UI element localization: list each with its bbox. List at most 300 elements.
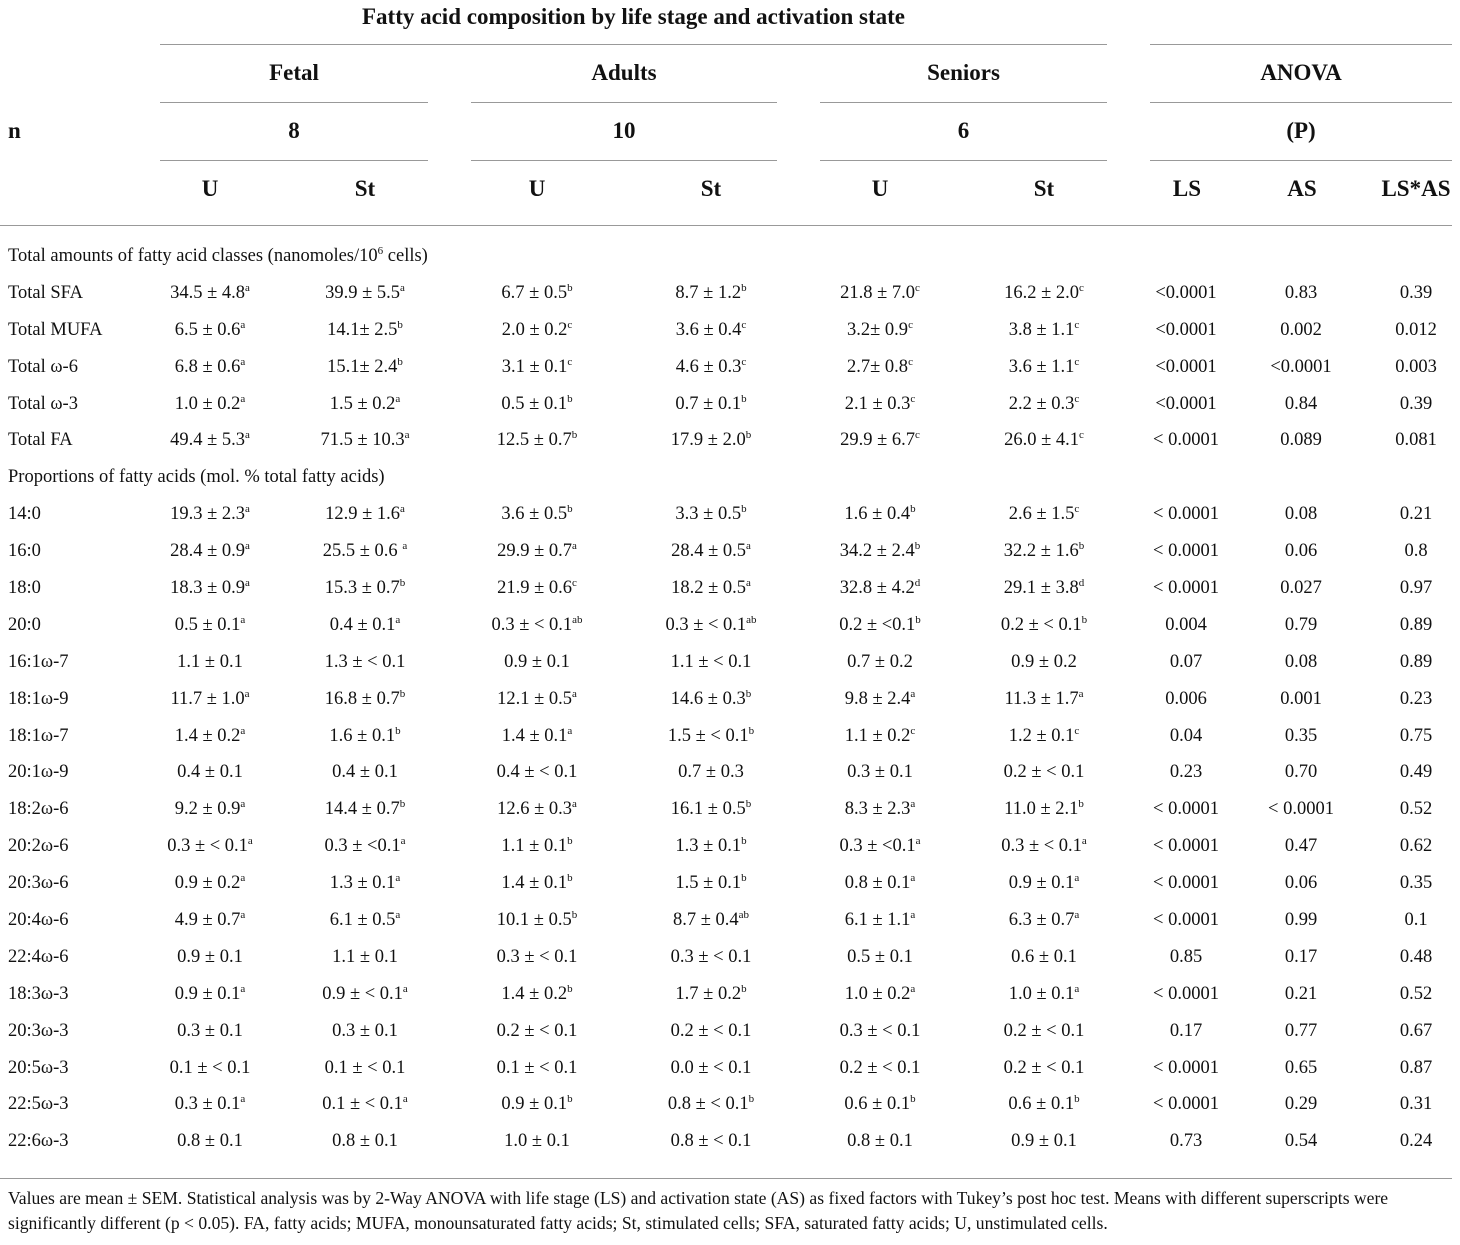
significance-superscript: a [1074, 908, 1080, 921]
value-cell [270, 791, 460, 828]
cell-value: 4.6 ± 0.3 [675, 356, 742, 377]
significance-superscript: b [567, 392, 573, 405]
value-cell [808, 533, 952, 570]
value-cell [614, 644, 808, 681]
row-label: 18:2ω-6 [8, 799, 69, 820]
cell-value: 0.1 ± < 0.1 [324, 1057, 406, 1078]
significance-superscript: b [567, 872, 573, 885]
cell-value: 0.3 ± 0.1 [332, 1020, 398, 1041]
table-footnote: Values are mean ± SEM. Statistical analysis was by 2-Way ANOVA with life stage (LS) and activation state (AS) as fixed factors with Tukey’s post hoc test. Means with different superscripts were significantly different (p < 0.05). FA, fatty acids; MUFA, monounsaturated fatty acids; St, stimulated cells; SFA, saturated fatty acids; U, unstimulated cells. [8, 1188, 1389, 1233]
value-cell [270, 275, 460, 312]
table-title: Fatty acid composition by life stage and activation state [361, 4, 905, 29]
p-value-cell: 0.35 [1284, 725, 1318, 746]
significance-superscript: d [914, 576, 921, 589]
p-value-cell: 0.002 [1280, 319, 1322, 340]
p-value-cell: 0.52 [1399, 983, 1433, 1004]
significance-superscript: b [1078, 798, 1084, 811]
value-cell [614, 312, 808, 349]
significance-superscript: a [910, 982, 916, 995]
significance-superscript: a [245, 429, 250, 442]
p-value-cell: 0.17 [1169, 1020, 1203, 1041]
table-row [0, 1013, 1460, 1050]
cell-value: 25.5 ± 0.6 [322, 541, 403, 562]
cell-value: 32.8 ± 4.2 [839, 577, 915, 598]
p-value-cell: 0.62 [1399, 836, 1433, 857]
value-cell [270, 718, 460, 755]
significance-superscript: a [395, 872, 401, 885]
significance-superscript: b [741, 872, 747, 885]
cell-value: 1.5 ± 0.1 [675, 873, 742, 894]
table-row [0, 422, 1460, 459]
p-value-cell: 0.39 [1399, 282, 1433, 303]
title-rule-anova [1150, 44, 1452, 45]
cell-value: 1.4 ± 0.2 [501, 983, 568, 1004]
table-row [0, 865, 1460, 902]
value-cell [270, 312, 460, 349]
p-value-cell: 0.23 [1169, 762, 1203, 783]
significance-superscript: a [240, 1093, 246, 1106]
p-value-cell: 0.83 [1284, 282, 1318, 303]
cell-value: 0.2 ± < 0.1 [1003, 1020, 1085, 1041]
value-cell [808, 1086, 952, 1123]
table-row [0, 939, 1460, 976]
significance-superscript: c [572, 576, 577, 589]
significance-superscript: a [247, 835, 253, 848]
cell-value: 1.5 ± < 0.1 [667, 725, 749, 746]
cell-value: 3.1 ± 0.1 [501, 356, 568, 377]
p-value-cell: 0.77 [1284, 1020, 1318, 1041]
p-value-cell: 0.08 [1284, 651, 1318, 672]
row-label: 20:0 [8, 614, 41, 635]
value-cell [952, 754, 1136, 791]
value-cell [952, 349, 1136, 386]
value-cell [808, 386, 952, 423]
row-label: 20:5ω-3 [8, 1057, 69, 1078]
value-cell [952, 1050, 1136, 1087]
table-row [0, 607, 1460, 644]
significance-superscript: b [914, 540, 921, 553]
value-cell [270, 1050, 460, 1087]
p-value-cell: 0.04 [1169, 725, 1203, 746]
value-cell [952, 644, 1136, 681]
row-label: 18:1ω-7 [8, 725, 69, 746]
significance-superscript: a [915, 835, 921, 848]
value-cell [808, 1013, 952, 1050]
significance-superscript: a [240, 872, 246, 885]
value-cell [808, 275, 952, 312]
p-value-cell: <0.0001 [1155, 319, 1217, 340]
significance-superscript: a [245, 281, 250, 294]
value-cell [952, 496, 1136, 533]
value-cell [460, 1123, 614, 1160]
table-row [0, 349, 1460, 386]
significance-superscript: c [915, 429, 920, 442]
table-row [0, 1086, 1460, 1123]
significance-superscript: a [402, 982, 408, 995]
table-row [0, 496, 1460, 533]
significance-superscript: a [240, 613, 246, 626]
significance-superscript: a [1081, 835, 1087, 848]
p-value-cell: < 0.0001 [1153, 541, 1219, 562]
p-value-cell: 0.1 [1404, 909, 1428, 930]
section-superscript: 6 [377, 244, 384, 257]
n-seniors: 6 [957, 118, 970, 143]
value-cell [460, 644, 614, 681]
cell-value: 6.7 ± 0.5 [501, 282, 568, 303]
cell-value: 32.2 ± 1.6 [1003, 541, 1079, 562]
cell-value: 1.2 ± 0.1 [1008, 725, 1075, 746]
value-cell [808, 1123, 952, 1160]
p-value-cell: 0.70 [1284, 762, 1318, 783]
value-cell [460, 1050, 614, 1087]
value-cell [270, 828, 460, 865]
cell-value: 0.8 ± 0.1 [177, 1131, 243, 1152]
value-cell [460, 1013, 614, 1050]
significance-superscript: a [240, 724, 246, 737]
value-cell [460, 902, 614, 939]
value-cell [952, 1013, 1136, 1050]
value-cell [808, 349, 952, 386]
cell-value: 1.7 ± 0.2 [675, 983, 742, 1004]
value-cell [614, 1123, 808, 1160]
p-value-cell: 0.97 [1399, 577, 1433, 598]
cell-value: 16.1 ± 0.5 [670, 799, 746, 820]
value-cell [808, 976, 952, 1013]
cell-value: 12.9 ± 1.6 [325, 504, 400, 525]
cell-value: 0.3 ± < 0.1 [839, 1020, 921, 1041]
significance-superscript: a [400, 281, 405, 294]
table-row [0, 275, 1460, 312]
n-adults: 10 [612, 118, 636, 143]
rule-n-anova [1150, 160, 1452, 161]
p-value-cell: < 0.0001 [1153, 836, 1219, 857]
cell-value: 0.2 ± < 0.1 [1003, 1057, 1085, 1078]
row-label: Total FA [8, 430, 73, 451]
significance-superscript: a [240, 392, 246, 405]
value-cell [460, 312, 614, 349]
value-cell [150, 718, 270, 755]
significance-superscript: a [395, 392, 401, 405]
table-row [0, 312, 1460, 349]
p-value-cell: < 0.0001 [1153, 504, 1219, 525]
cell-value: 14.4 ± 0.7 [324, 799, 400, 820]
table-row [0, 754, 1460, 791]
cell-value: 0.3 ± < 0.1 [491, 614, 573, 635]
cell-value: 0.3 ± <0.1 [324, 836, 401, 857]
p-value-cell: 0.48 [1399, 946, 1433, 967]
cell-value: 6.3 ± 0.7 [1008, 909, 1075, 930]
value-cell [460, 570, 614, 607]
significance-superscript: a [240, 798, 246, 811]
cell-value: 1.4 ± 0.1 [501, 725, 568, 746]
p-value-cell: < 0.0001 [1153, 1057, 1219, 1078]
p-value-cell: < 0.0001 [1153, 430, 1219, 451]
cell-value: 1.3 ± 0.1 [675, 836, 742, 857]
cell-value: 19.3 ± 2.3 [170, 504, 245, 525]
value-cell [952, 828, 1136, 865]
significance-superscript: a [572, 540, 577, 553]
significance-superscript: b [915, 613, 921, 626]
value-cell [270, 386, 460, 423]
significance-superscript: c [908, 318, 913, 331]
subheader-fetal-u: U [201, 176, 219, 201]
significance-superscript: b [745, 798, 752, 811]
rule-n-seniors [820, 160, 1107, 161]
significance-superscript: c [1079, 281, 1084, 294]
table-row [0, 1050, 1460, 1087]
value-cell [270, 865, 460, 902]
significance-superscript: a [746, 576, 751, 589]
p-value-cell: 0.07 [1169, 651, 1203, 672]
p-value-cell: 0.87 [1399, 1057, 1433, 1078]
cell-value: 0.8 ± 0.1 [844, 873, 911, 894]
cell-value: 16.2 ± 2.0 [1004, 282, 1079, 303]
table-row [0, 976, 1460, 1013]
cell-value: 9.2 ± 0.9 [174, 799, 241, 820]
cell-value: 0.4 ± 0.1 [332, 762, 398, 783]
significance-superscript: b [741, 281, 747, 294]
value-cell [952, 386, 1136, 423]
cell-value: 2.1 ± 0.3 [844, 393, 911, 414]
value-cell [460, 681, 614, 718]
significance-superscript: c [567, 318, 573, 331]
significance-superscript: c [1074, 392, 1080, 405]
row-label: 20:3ω-3 [8, 1020, 69, 1041]
value-cell [952, 865, 1136, 902]
significance-superscript: b [567, 503, 573, 516]
cell-value: 0.6 ± 0.1 [1011, 946, 1077, 967]
cell-value: 29.1 ± 3.8 [1003, 577, 1079, 598]
significance-superscript: b [745, 687, 752, 700]
rule-n-fetal [160, 160, 428, 161]
significance-superscript: a [395, 908, 401, 921]
value-cell [460, 1086, 614, 1123]
value-cell [460, 349, 614, 386]
cell-value: 0.2 ± < 0.1 [839, 1057, 921, 1078]
cell-value: 1.1 ± 0.2 [844, 725, 911, 746]
value-cell [952, 681, 1136, 718]
significance-superscript: a [245, 540, 250, 553]
row-label: 22:5ω-3 [8, 1094, 69, 1115]
p-value-cell: 0.001 [1280, 688, 1322, 709]
cell-value: 0.7 ± 0.3 [678, 762, 744, 783]
cell-value: 0.9 ± 0.1 [174, 983, 241, 1004]
value-cell [952, 902, 1136, 939]
group-header-seniors: Seniors [927, 60, 1000, 85]
value-cell [150, 349, 270, 386]
value-cell [614, 828, 808, 865]
p-value-cell: 0.31 [1399, 1094, 1433, 1115]
subheader-seniors-st: St [1033, 176, 1055, 201]
value-cell [270, 607, 460, 644]
significance-superscript: a [244, 687, 250, 700]
cell-value: 17.9 ± 2.0 [670, 430, 746, 451]
value-cell [460, 976, 614, 1013]
significance-superscript: c [1074, 503, 1080, 516]
cell-value: 0.3 ± 0.1 [847, 762, 913, 783]
significance-superscript: c [1079, 429, 1084, 442]
significance-superscript: b [567, 835, 573, 848]
rule-fetal [160, 102, 428, 103]
value-cell [614, 607, 808, 644]
significance-superscript: a [245, 503, 250, 516]
significance-superscript: c [567, 355, 573, 368]
cell-value: 0.8 ± 0.1 [847, 1131, 913, 1152]
cell-value: 0.3 ± 0.1 [177, 1020, 243, 1041]
table-row [0, 902, 1460, 939]
cell-value: 12.5 ± 0.7 [496, 430, 572, 451]
value-cell [952, 607, 1136, 644]
significance-superscript: b [745, 429, 752, 442]
cell-value: 0.8 ± < 0.1 [667, 1094, 749, 1115]
cell-value: 0.6 ± 0.1 [844, 1094, 911, 1115]
group-header-fetal: Fetal [269, 60, 319, 85]
row-label: 22:4ω-6 [8, 946, 69, 967]
p-value-cell: 0.85 [1169, 946, 1203, 967]
cell-value: 4.9 ± 0.7 [174, 909, 241, 930]
p-value-cell: 0.75 [1399, 725, 1433, 746]
significance-superscript: b [748, 724, 755, 737]
cell-value: 11.3 ± 1.7 [1004, 688, 1079, 709]
row-label: 20:2ω-6 [8, 836, 69, 857]
significance-superscript: b [399, 576, 406, 589]
p-value-cell: 0.39 [1399, 393, 1433, 414]
value-cell [614, 718, 808, 755]
significance-superscript: b [1081, 613, 1088, 626]
cell-value: 3.8 ± 1.1 [1008, 319, 1075, 340]
p-value-cell: 0.089 [1280, 430, 1322, 451]
subheader-ls: LS [1172, 176, 1202, 201]
cell-value: 6.1 ± 0.5 [329, 909, 396, 930]
cell-value: 0.4 ± 0.1 [329, 614, 396, 635]
cell-value: 1.0 ± 0.1 [1008, 983, 1075, 1004]
value-cell [150, 312, 270, 349]
significance-superscript: b [567, 281, 573, 294]
significance-superscript: a [395, 613, 401, 626]
row-label: 20:1ω-9 [8, 762, 69, 783]
value-cell [150, 607, 270, 644]
cell-value: 9.8 ± 2.4 [844, 688, 911, 709]
cell-value: 2.7± 0.8 [847, 356, 909, 377]
group-header-anova: ANOVA [1260, 60, 1342, 85]
cell-value: 0.9 ± 0.1 [501, 1094, 568, 1115]
value-cell [150, 902, 270, 939]
p-value-cell: 0.73 [1169, 1131, 1203, 1152]
cell-value: 1.4 ± 0.2 [174, 725, 241, 746]
p-value-cell: 0.67 [1399, 1020, 1433, 1041]
cell-value: 1.1 ± 0.1 [501, 836, 568, 857]
value-cell [460, 422, 614, 459]
significance-superscript: d [1078, 576, 1085, 589]
value-cell [150, 422, 270, 459]
row-label: Total ω-6 [8, 356, 78, 377]
value-cell [150, 386, 270, 423]
value-cell [614, 533, 808, 570]
value-cell [614, 902, 808, 939]
value-cell [150, 1086, 270, 1123]
cell-value: 0.9 ± 0.2 [1011, 651, 1077, 672]
value-cell [614, 754, 808, 791]
value-cell [460, 828, 614, 865]
cell-value: 0.9 ± 0.1 [1008, 873, 1075, 894]
cell-value: 2.0 ± 0.2 [501, 319, 568, 340]
cell-value: 1.1 ± 0.1 [177, 651, 243, 672]
value-cell [808, 718, 952, 755]
cell-value: 29.9 ± 0.7 [497, 541, 572, 562]
cell-value: 14.6 ± 0.3 [670, 688, 746, 709]
section-suffix: cells) [383, 245, 428, 266]
cell-value: 0.0 ± < 0.1 [670, 1057, 752, 1078]
value-cell [460, 533, 614, 570]
table-row [0, 533, 1460, 570]
cell-value: 71.5 ± 10.3 [320, 430, 405, 451]
section-header-proportions [0, 459, 1460, 496]
row-label: Total MUFA [8, 319, 103, 340]
cell-value: 15.3 ± 0.7 [324, 577, 400, 598]
value-cell [808, 607, 952, 644]
row-label: 16:1ω-7 [8, 651, 69, 672]
significance-superscript: c [1074, 355, 1080, 368]
value-cell [270, 902, 460, 939]
cell-value: 11.0 ± 2.1 [1004, 799, 1079, 820]
significance-superscript: c [915, 281, 920, 294]
cell-value: 0.9 ± < 0.1 [322, 983, 403, 1004]
value-cell [808, 828, 952, 865]
significance-superscript: c [908, 355, 913, 368]
significance-superscript: b [567, 982, 573, 995]
cell-value: 34.5 ± 4.8 [170, 282, 245, 303]
value-cell [808, 496, 952, 533]
value-cell [460, 718, 614, 755]
rule-anova [1150, 102, 1452, 103]
value-cell [150, 828, 270, 865]
cell-value: 1.0 ± 0.1 [504, 1131, 570, 1152]
row-label: 20:4ω-6 [8, 909, 69, 930]
rule-adults [471, 102, 777, 103]
value-cell [270, 1123, 460, 1160]
cell-value: 6.8 ± 0.6 [174, 356, 241, 377]
section-header-proportions-label [0, 459, 1460, 496]
value-cell [270, 681, 460, 718]
value-cell [808, 570, 952, 607]
value-cell [150, 681, 270, 718]
value-cell [952, 533, 1136, 570]
cell-value: 49.4 ± 5.3 [170, 430, 245, 451]
value-cell [952, 791, 1136, 828]
value-cell [270, 1086, 460, 1123]
p-value-cell: 0.003 [1395, 356, 1437, 377]
significance-superscript: a [567, 724, 573, 737]
value-cell [614, 422, 808, 459]
cell-value: 1.6 ± 0.1 [329, 725, 396, 746]
value-cell [150, 570, 270, 607]
significance-superscript: c [1074, 318, 1080, 331]
value-cell [614, 976, 808, 1013]
value-cell [808, 422, 952, 459]
significance-superscript: a [404, 429, 410, 442]
p-value-cell: 0.65 [1284, 1057, 1318, 1078]
cell-value: 26.0 ± 4.1 [1004, 430, 1079, 451]
group-header-adults: Adults [591, 60, 657, 85]
section-header-totals [0, 238, 1460, 275]
n-fetal: 8 [288, 118, 300, 143]
significance-superscript: b [395, 724, 401, 737]
cell-value: 0.3 ± < 0.1 [496, 946, 578, 967]
significance-superscript: b [397, 355, 403, 368]
rule-n-adults [471, 160, 777, 161]
p-value-cell: 0.29 [1284, 1094, 1318, 1115]
cell-value: 0.3 ± < 0.1 [665, 614, 747, 635]
